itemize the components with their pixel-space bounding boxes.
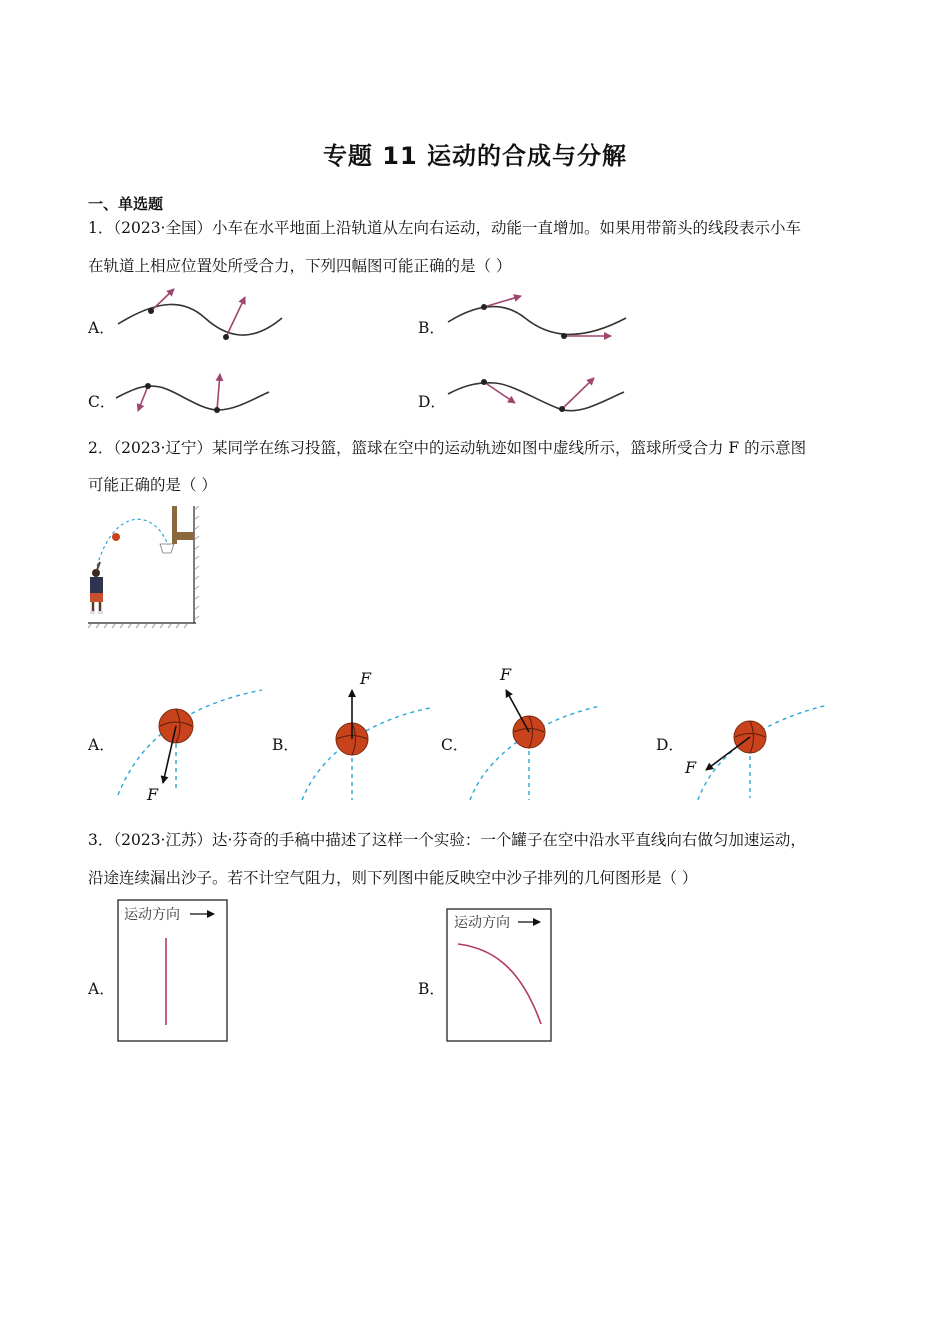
page-title: 专题 11 运动的合成与分解 xyxy=(322,142,628,170)
q1-figure-d xyxy=(448,378,624,412)
car-point xyxy=(561,333,567,339)
hoop-support xyxy=(177,532,194,540)
track-curve xyxy=(116,386,269,410)
track-curve xyxy=(118,304,282,335)
q2-figure-c xyxy=(470,665,600,800)
q1-figure-a xyxy=(118,289,282,340)
q2-option-a-label: A． xyxy=(88,736,115,754)
force-arrow xyxy=(706,737,750,770)
q2-figure-b xyxy=(302,669,430,800)
q1-option-c-label: C． xyxy=(88,393,116,411)
q2-option-c-label: C． xyxy=(441,736,469,754)
force-arrow xyxy=(484,382,515,403)
ball-trajectory xyxy=(698,705,828,800)
direction-label: 运动方向 xyxy=(454,915,510,931)
car-point xyxy=(481,379,487,385)
car-point xyxy=(214,407,220,413)
question-3-text-line1: 3．（2023·江苏）达·芬奇的手稿中描述了这样一个实验：一个罐子在空中沿水平直线向右做匀加速运动， xyxy=(88,831,806,849)
question-2-text-line2: 可能正确的是（ ） xyxy=(88,476,217,494)
car-point xyxy=(148,308,154,314)
question-2-text-line1: 2．（2023·辽宁）某同学在练习投篮，篮球在空中的运动轨迹如图中虚线所示，篮球所受合力 F 的示意图 xyxy=(88,439,807,457)
sand-curve xyxy=(458,944,541,1024)
wall-hatch xyxy=(194,506,199,620)
question-3-text-line2: 沿途连续漏出沙子。若不计空气阻力，则下列图中能反映空中沙子排列的几何图形是（ ） xyxy=(88,869,698,887)
q3-option-a-label: A． xyxy=(88,980,115,998)
car-point xyxy=(223,334,229,340)
question-1-text-line1: 1．（2023·全国）小车在水平地面上沿轨道从左向右运动，动能一直增加。如果用带箭头的线段表示小车 xyxy=(88,219,801,237)
ground-hatch xyxy=(88,623,188,628)
basketball xyxy=(112,533,120,541)
question-1-text-line2: 在轨道上相应位置处所受合力，下列四幅图可能正确的是（ ） xyxy=(88,257,512,275)
ball-trajectory xyxy=(97,519,168,566)
section-heading: 一、单选题 xyxy=(88,195,164,213)
q3-option-b-label: B． xyxy=(418,980,445,998)
force-arrow xyxy=(562,378,594,409)
basket-net xyxy=(160,544,174,553)
force-label: F xyxy=(360,669,372,688)
q2-option-b-label: B． xyxy=(272,736,299,754)
q1-option-b-label: B． xyxy=(418,319,445,337)
q3-figure-a xyxy=(118,900,227,1041)
q1-figure-b xyxy=(448,296,626,339)
q1-figure-c xyxy=(116,374,269,413)
q2-figure-a xyxy=(118,690,262,804)
track-curve xyxy=(448,383,624,411)
q1-option-d-label: D． xyxy=(418,393,446,411)
force-arrow xyxy=(138,386,148,411)
force-label: F xyxy=(147,785,159,804)
force-arrow xyxy=(226,297,245,337)
q2-figure-d xyxy=(684,705,828,800)
car-point xyxy=(559,406,565,412)
q1-option-a-label: A． xyxy=(88,319,115,337)
track-curve xyxy=(448,306,626,334)
q3-figure-b xyxy=(447,909,551,1041)
direction-label: 运动方向 xyxy=(124,907,180,923)
force-arrow xyxy=(151,289,174,311)
force-label: F xyxy=(685,758,697,777)
car-point xyxy=(481,304,487,310)
force-label: F xyxy=(500,665,512,684)
ball-trajectory xyxy=(302,708,430,800)
q2-option-d-label: D． xyxy=(656,736,684,754)
force-arrow xyxy=(484,296,521,307)
ball-trajectory xyxy=(118,690,262,795)
force-arrow xyxy=(217,374,220,410)
backboard xyxy=(172,506,177,544)
basketball-scene xyxy=(88,506,199,628)
car-point xyxy=(145,383,151,389)
player-figure xyxy=(90,562,103,614)
